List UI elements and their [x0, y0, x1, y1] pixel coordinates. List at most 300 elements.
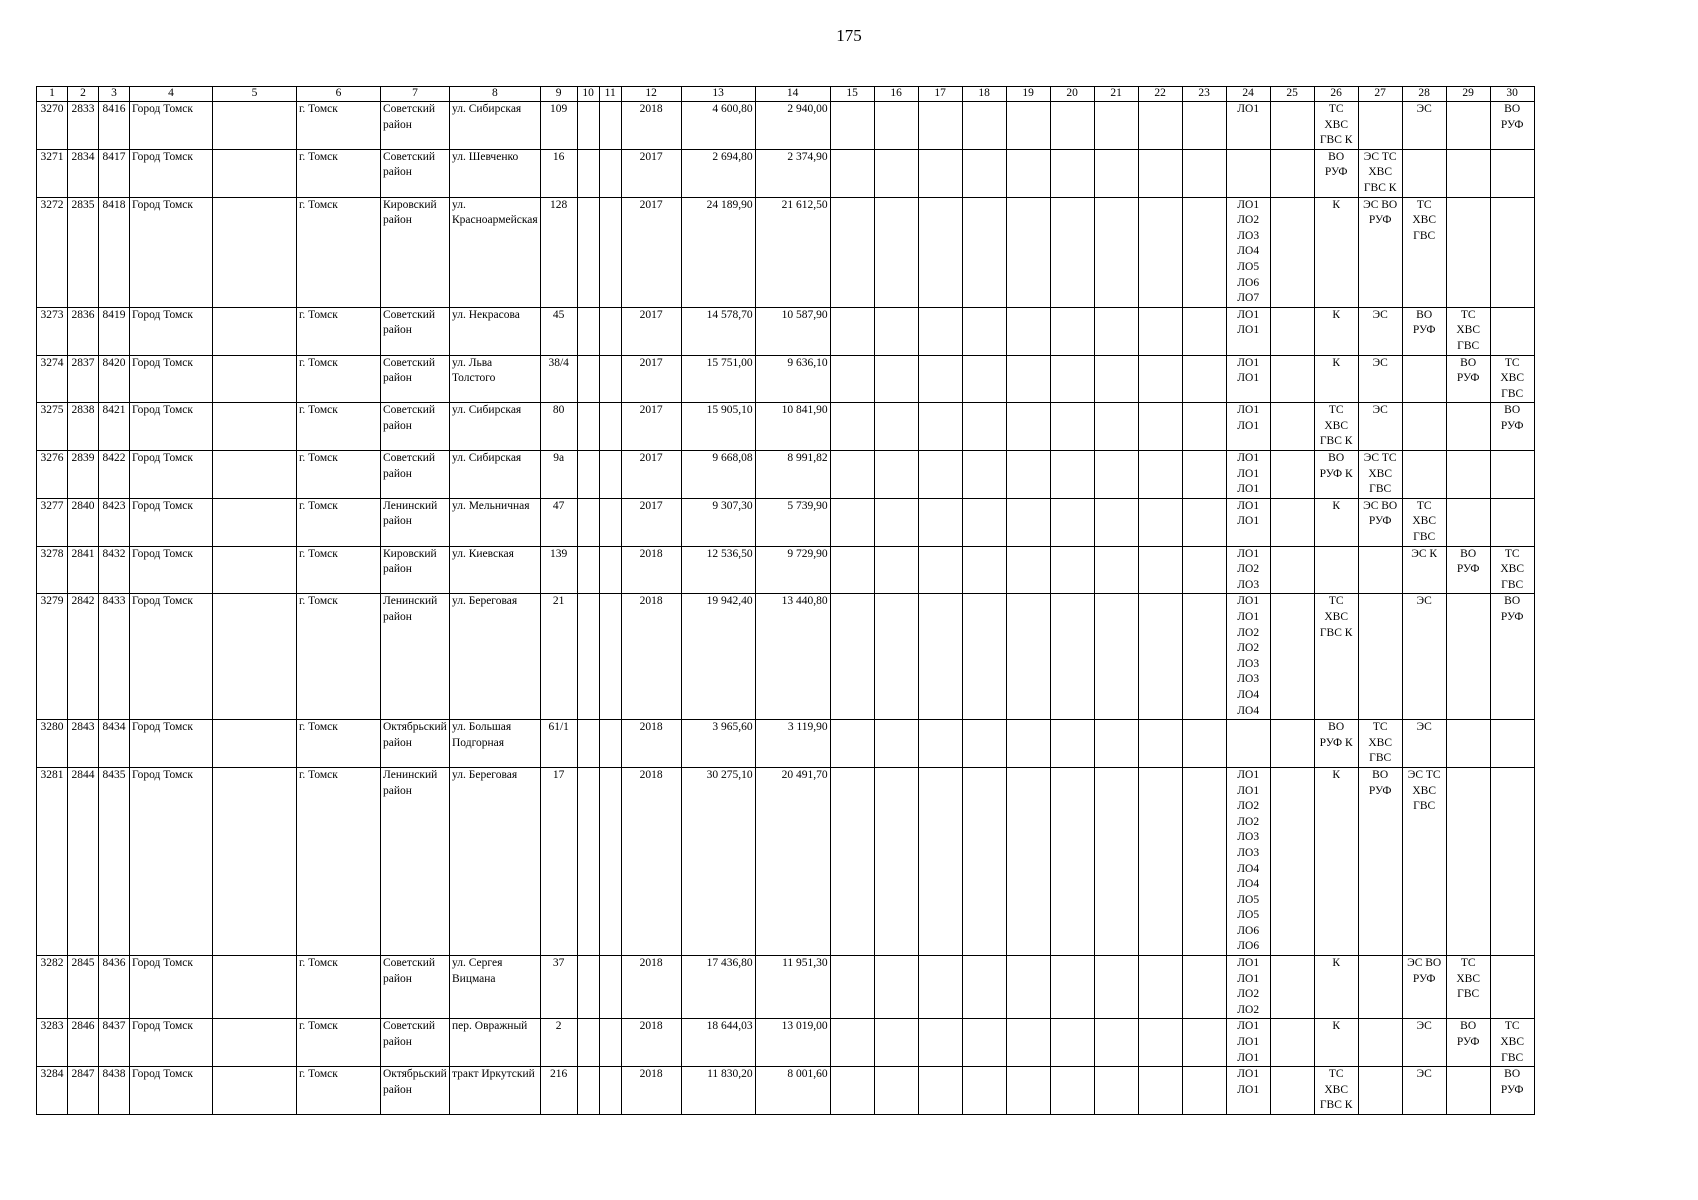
cell-col10 [577, 197, 599, 307]
cell-living-area: 13 440,80 [755, 594, 830, 720]
cell-district: Ленинский район [381, 594, 450, 720]
cell-col10 [577, 546, 599, 594]
column-number-19: 19 [1006, 87, 1050, 102]
cell-works-26: ВО РУФ К [1314, 451, 1358, 499]
cell-year: 2018 [621, 720, 681, 768]
column-number-header [37, 87, 1535, 102]
cell-house-no: 2845 [68, 956, 99, 1019]
cell-year: 2018 [621, 1067, 681, 1115]
cell-col21 [1094, 546, 1138, 594]
cell-elevators: ЛО1 ЛО1 ЛО2 ЛО2 ЛО3 ЛО3 ЛО4 ЛО4 [1226, 594, 1270, 720]
cell-col11 [599, 720, 621, 768]
cell-works-28: ЭС [1402, 720, 1446, 768]
cell-locality: г. Томск [297, 149, 381, 197]
cell-col5 [213, 451, 297, 499]
cell-elevators: ЛО1 ЛО1 ЛО2 ЛО2 [1226, 956, 1270, 1019]
cell-total-area: 2 694,80 [681, 149, 755, 197]
cell-works-30: ВО РУФ [1490, 102, 1534, 150]
cell-col16 [874, 307, 918, 355]
cell-building: 139 [540, 546, 577, 594]
cell-record-no: 3280 [37, 720, 68, 768]
cell-col15 [830, 1067, 874, 1115]
cell-col18 [962, 720, 1006, 768]
cell-works-29 [1446, 149, 1490, 197]
cell-municipality: Город Томск [130, 498, 213, 546]
cell-col16 [874, 546, 918, 594]
cell-col23 [1182, 720, 1226, 768]
cell-works-26: К [1314, 1019, 1358, 1067]
cell-works-29 [1446, 767, 1490, 955]
cell-works-26: К [1314, 767, 1358, 955]
table-row [37, 355, 1535, 403]
cell-house-no: 2844 [68, 767, 99, 955]
cell-year: 2017 [621, 197, 681, 307]
cell-col25 [1270, 956, 1314, 1019]
cell-col16 [874, 720, 918, 768]
cell-col5 [213, 767, 297, 955]
cell-record-no: 3271 [37, 149, 68, 197]
cell-elevators: ЛО1 ЛО1 [1226, 355, 1270, 403]
cell-col19 [1006, 498, 1050, 546]
cell-works-27 [1358, 546, 1402, 594]
column-number-29: 29 [1446, 87, 1490, 102]
column-number-21: 21 [1094, 87, 1138, 102]
cell-object-code: 8437 [99, 1019, 130, 1067]
cell-record-no: 3272 [37, 197, 68, 307]
cell-building: 216 [540, 1067, 577, 1115]
cell-col18 [962, 149, 1006, 197]
cell-col18 [962, 451, 1006, 499]
cell-living-area: 13 019,00 [755, 1019, 830, 1067]
cell-works-30 [1490, 197, 1534, 307]
cell-col22 [1138, 149, 1182, 197]
cell-col18 [962, 197, 1006, 307]
cell-col19 [1006, 197, 1050, 307]
cell-works-26: ТС ХВС ГВС К [1314, 403, 1358, 451]
cell-col20 [1050, 102, 1094, 150]
cell-total-area: 12 536,50 [681, 546, 755, 594]
cell-object-code: 8421 [99, 403, 130, 451]
cell-col10 [577, 720, 599, 768]
cell-street: ул. Сергея Вицмана [450, 956, 541, 1019]
cell-works-29 [1446, 498, 1490, 546]
cell-col21 [1094, 1019, 1138, 1067]
cell-building: 16 [540, 149, 577, 197]
cell-col22 [1138, 546, 1182, 594]
cell-living-area: 20 491,70 [755, 767, 830, 955]
cell-building: 2 [540, 1019, 577, 1067]
cell-col15 [830, 149, 874, 197]
cell-building: 61/1 [540, 720, 577, 768]
column-number-14: 14 [755, 87, 830, 102]
cell-col16 [874, 956, 918, 1019]
cell-col16 [874, 1067, 918, 1115]
cell-col11 [599, 197, 621, 307]
column-number-3: 3 [99, 87, 130, 102]
column-number-30: 30 [1490, 87, 1534, 102]
cell-total-area: 3 965,60 [681, 720, 755, 768]
table-body [37, 102, 1535, 1115]
cell-col15 [830, 767, 874, 955]
cell-street: ул. Сибирская [450, 403, 541, 451]
cell-col16 [874, 102, 918, 150]
column-number-1: 1 [37, 87, 68, 102]
table-row [37, 403, 1535, 451]
cell-district: Советский район [381, 355, 450, 403]
cell-col21 [1094, 767, 1138, 955]
cell-elevators [1226, 149, 1270, 197]
cell-col15 [830, 102, 874, 150]
cell-record-no: 3276 [37, 451, 68, 499]
cell-works-26: К [1314, 498, 1358, 546]
cell-locality: г. Томск [297, 594, 381, 720]
cell-col17 [918, 403, 962, 451]
cell-building: 109 [540, 102, 577, 150]
cell-house-no: 2834 [68, 149, 99, 197]
cell-works-27: ЭС ВО РУФ [1358, 197, 1402, 307]
cell-total-area: 15 905,10 [681, 403, 755, 451]
cell-col18 [962, 403, 1006, 451]
cell-col23 [1182, 355, 1226, 403]
cell-col20 [1050, 197, 1094, 307]
cell-col16 [874, 355, 918, 403]
cell-record-no: 3273 [37, 307, 68, 355]
cell-col25 [1270, 594, 1314, 720]
cell-col23 [1182, 102, 1226, 150]
cell-living-area: 2 374,90 [755, 149, 830, 197]
cell-col22 [1138, 307, 1182, 355]
cell-col10 [577, 403, 599, 451]
cell-year: 2018 [621, 102, 681, 150]
cell-year: 2017 [621, 149, 681, 197]
cell-col11 [599, 403, 621, 451]
cell-col17 [918, 355, 962, 403]
cell-total-area: 9 668,08 [681, 451, 755, 499]
cell-elevators: ЛО1 ЛО1 ЛО1 [1226, 1019, 1270, 1067]
cell-col10 [577, 102, 599, 150]
cell-col20 [1050, 594, 1094, 720]
column-number-6: 6 [297, 87, 381, 102]
cell-record-no: 3278 [37, 546, 68, 594]
cell-building: 80 [540, 403, 577, 451]
cell-record-no: 3279 [37, 594, 68, 720]
cell-district: Октябрьский район [381, 720, 450, 768]
column-number-20: 20 [1050, 87, 1094, 102]
cell-col20 [1050, 149, 1094, 197]
cell-col22 [1138, 102, 1182, 150]
cell-col10 [577, 149, 599, 197]
cell-house-no: 2838 [68, 403, 99, 451]
cell-col19 [1006, 451, 1050, 499]
cell-house-no: 2842 [68, 594, 99, 720]
cell-works-27: ВО РУФ [1358, 767, 1402, 955]
cell-works-29: ВО РУФ [1446, 1019, 1490, 1067]
cell-total-area: 14 578,70 [681, 307, 755, 355]
cell-works-27 [1358, 1019, 1402, 1067]
cell-street: ул. Большая Подгорная [450, 720, 541, 768]
cell-col15 [830, 355, 874, 403]
cell-col18 [962, 594, 1006, 720]
table-row [37, 546, 1535, 594]
cell-col10 [577, 956, 599, 1019]
cell-col15 [830, 546, 874, 594]
table-row [37, 149, 1535, 197]
cell-col5 [213, 102, 297, 150]
cell-object-code: 8416 [99, 102, 130, 150]
cell-locality: г. Томск [297, 102, 381, 150]
cell-record-no: 3275 [37, 403, 68, 451]
cell-year: 2018 [621, 594, 681, 720]
cell-col15 [830, 956, 874, 1019]
column-number-22: 22 [1138, 87, 1182, 102]
cell-col22 [1138, 1067, 1182, 1115]
cell-col19 [1006, 1019, 1050, 1067]
cell-works-28 [1402, 149, 1446, 197]
cell-record-no: 3274 [37, 355, 68, 403]
cell-works-26: ТС ХВС ГВС К [1314, 594, 1358, 720]
cell-district: Советский район [381, 307, 450, 355]
cell-col17 [918, 546, 962, 594]
cell-col22 [1138, 403, 1182, 451]
cell-col23 [1182, 1067, 1226, 1115]
cell-works-29: ВО РУФ [1446, 355, 1490, 403]
cell-locality: г. Томск [297, 403, 381, 451]
cell-col10 [577, 451, 599, 499]
cell-total-area: 18 644,03 [681, 1019, 755, 1067]
cell-col19 [1006, 546, 1050, 594]
cell-locality: г. Томск [297, 956, 381, 1019]
cell-works-28: ТС ХВС ГВС [1402, 197, 1446, 307]
cell-col19 [1006, 149, 1050, 197]
cell-object-code: 8419 [99, 307, 130, 355]
cell-object-code: 8420 [99, 355, 130, 403]
cell-elevators [1226, 720, 1270, 768]
column-number-17: 17 [918, 87, 962, 102]
cell-total-area: 9 307,30 [681, 498, 755, 546]
cell-year: 2017 [621, 451, 681, 499]
cell-works-28: ТС ХВС ГВС [1402, 498, 1446, 546]
cell-col11 [599, 149, 621, 197]
cell-works-28: ЭС [1402, 1067, 1446, 1115]
cell-works-29: ВО РУФ [1446, 546, 1490, 594]
cell-works-30 [1490, 498, 1534, 546]
cell-district: Советский район [381, 102, 450, 150]
cell-col19 [1006, 307, 1050, 355]
table-row [37, 197, 1535, 307]
cell-municipality: Город Томск [130, 546, 213, 594]
cell-col23 [1182, 403, 1226, 451]
cell-col25 [1270, 197, 1314, 307]
cell-col5 [213, 149, 297, 197]
column-number-9: 9 [540, 87, 577, 102]
table-row [37, 451, 1535, 499]
cell-col18 [962, 498, 1006, 546]
cell-street: ул. Береговая [450, 767, 541, 955]
cell-locality: г. Томск [297, 1019, 381, 1067]
cell-works-29 [1446, 102, 1490, 150]
column-number-13: 13 [681, 87, 755, 102]
cell-col18 [962, 767, 1006, 955]
cell-street: ул. Мельничная [450, 498, 541, 546]
column-number-23: 23 [1182, 87, 1226, 102]
cell-col17 [918, 1067, 962, 1115]
cell-house-no: 2836 [68, 307, 99, 355]
cell-elevators: ЛО1 ЛО2 ЛО3 [1226, 546, 1270, 594]
cell-col21 [1094, 594, 1138, 720]
cell-col18 [962, 355, 1006, 403]
cell-works-27 [1358, 102, 1402, 150]
cell-works-30 [1490, 956, 1534, 1019]
cell-works-28: ЭС [1402, 594, 1446, 720]
cell-col16 [874, 149, 918, 197]
cell-works-26: К [1314, 956, 1358, 1019]
cell-works-27: ТС ХВС ГВС [1358, 720, 1402, 768]
cell-col16 [874, 451, 918, 499]
cell-works-30: ВО РУФ [1490, 1067, 1534, 1115]
cell-works-29 [1446, 1067, 1490, 1115]
cell-works-29 [1446, 197, 1490, 307]
cell-col25 [1270, 355, 1314, 403]
cell-record-no: 3284 [37, 1067, 68, 1115]
cell-col20 [1050, 355, 1094, 403]
cell-works-29 [1446, 720, 1490, 768]
cell-locality: г. Томск [297, 498, 381, 546]
cell-municipality: Город Томск [130, 307, 213, 355]
cell-col5 [213, 720, 297, 768]
cell-object-code: 8422 [99, 451, 130, 499]
cell-municipality: Город Томск [130, 451, 213, 499]
cell-col21 [1094, 720, 1138, 768]
cell-col19 [1006, 102, 1050, 150]
cell-total-area: 17 436,80 [681, 956, 755, 1019]
cell-municipality: Город Томск [130, 956, 213, 1019]
cell-col18 [962, 546, 1006, 594]
cell-col17 [918, 1019, 962, 1067]
housing-register-table [36, 86, 1535, 1115]
cell-col20 [1050, 767, 1094, 955]
cell-record-no: 3282 [37, 956, 68, 1019]
cell-works-26 [1314, 546, 1358, 594]
cell-object-code: 8435 [99, 767, 130, 955]
cell-elevators: ЛО1 ЛО1 [1226, 307, 1270, 355]
column-number-7: 7 [381, 87, 450, 102]
cell-works-27: ЭС ВО РУФ [1358, 498, 1402, 546]
cell-col10 [577, 1019, 599, 1067]
cell-district: Советский район [381, 1019, 450, 1067]
cell-house-no: 2840 [68, 498, 99, 546]
cell-col11 [599, 498, 621, 546]
cell-living-area: 5 739,90 [755, 498, 830, 546]
cell-col21 [1094, 355, 1138, 403]
cell-elevators: ЛО1 [1226, 102, 1270, 150]
table-row [37, 956, 1535, 1019]
cell-col17 [918, 720, 962, 768]
cell-building: 37 [540, 956, 577, 1019]
cell-col15 [830, 197, 874, 307]
column-number-28: 28 [1402, 87, 1446, 102]
cell-col20 [1050, 956, 1094, 1019]
cell-object-code: 8417 [99, 149, 130, 197]
cell-col22 [1138, 720, 1182, 768]
cell-col21 [1094, 102, 1138, 150]
cell-col25 [1270, 498, 1314, 546]
cell-municipality: Город Томск [130, 355, 213, 403]
cell-record-no: 3270 [37, 102, 68, 150]
cell-col17 [918, 451, 962, 499]
cell-elevators: ЛО1 ЛО1 [1226, 403, 1270, 451]
cell-works-26: К [1314, 197, 1358, 307]
cell-living-area: 3 119,90 [755, 720, 830, 768]
cell-district: Советский район [381, 451, 450, 499]
cell-year: 2017 [621, 403, 681, 451]
column-number-27: 27 [1358, 87, 1402, 102]
cell-col21 [1094, 498, 1138, 546]
cell-col17 [918, 102, 962, 150]
cell-municipality: Город Томск [130, 102, 213, 150]
cell-works-27: ЭС ТС ХВС ГВС [1358, 451, 1402, 499]
cell-col20 [1050, 451, 1094, 499]
cell-col23 [1182, 594, 1226, 720]
cell-district: Советский район [381, 956, 450, 1019]
cell-col22 [1138, 767, 1182, 955]
cell-object-code: 8436 [99, 956, 130, 1019]
cell-works-27: ЭС ТС ХВС ГВС К [1358, 149, 1402, 197]
table-row [37, 1067, 1535, 1115]
cell-street: ул. Сибирская [450, 102, 541, 150]
cell-works-28 [1402, 403, 1446, 451]
cell-works-30: ТС ХВС ГВС [1490, 1019, 1534, 1067]
cell-col25 [1270, 403, 1314, 451]
cell-house-no: 2841 [68, 546, 99, 594]
cell-works-27: ЭС [1358, 307, 1402, 355]
cell-col15 [830, 594, 874, 720]
cell-col5 [213, 1067, 297, 1115]
cell-house-no: 2833 [68, 102, 99, 150]
cell-locality: г. Томск [297, 307, 381, 355]
cell-col20 [1050, 498, 1094, 546]
cell-col19 [1006, 720, 1050, 768]
cell-col5 [213, 403, 297, 451]
cell-object-code: 8423 [99, 498, 130, 546]
cell-works-30: ТС ХВС ГВС [1490, 355, 1534, 403]
cell-works-28 [1402, 451, 1446, 499]
cell-district: Кировский район [381, 546, 450, 594]
cell-col23 [1182, 197, 1226, 307]
cell-total-area: 4 600,80 [681, 102, 755, 150]
cell-col11 [599, 451, 621, 499]
cell-col19 [1006, 403, 1050, 451]
cell-col23 [1182, 498, 1226, 546]
cell-col21 [1094, 307, 1138, 355]
cell-col18 [962, 102, 1006, 150]
cell-district: Советский район [381, 403, 450, 451]
cell-district: Октябрьский район [381, 1067, 450, 1115]
cell-district: Ленинский район [381, 767, 450, 955]
cell-col16 [874, 403, 918, 451]
table-row [37, 594, 1535, 720]
cell-works-26: К [1314, 307, 1358, 355]
table-row [37, 307, 1535, 355]
cell-locality: г. Томск [297, 451, 381, 499]
cell-works-28: ВО РУФ [1402, 307, 1446, 355]
column-number-15: 15 [830, 87, 874, 102]
column-number-2: 2 [68, 87, 99, 102]
cell-living-area: 9 636,10 [755, 355, 830, 403]
cell-municipality: Город Томск [130, 720, 213, 768]
cell-col20 [1050, 307, 1094, 355]
cell-works-27 [1358, 1067, 1402, 1115]
cell-house-no: 2847 [68, 1067, 99, 1115]
